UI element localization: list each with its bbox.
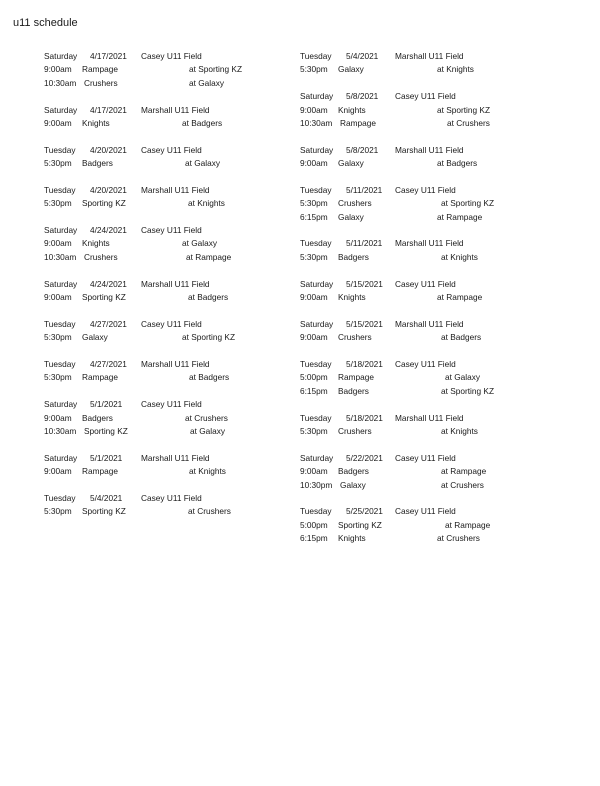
- home-team: at Crushers: [437, 533, 480, 544]
- field-name: Marshall U11 Field: [395, 318, 464, 329]
- away-team: Galaxy: [338, 211, 364, 222]
- away-team: Badgers: [338, 385, 369, 396]
- block-header: [44, 278, 294, 291]
- field-name: Casey U11 Field: [141, 318, 202, 329]
- game-date: 5/4/2021: [346, 51, 379, 61]
- game-time: 10:30am: [44, 77, 77, 88]
- block-header: [44, 144, 294, 157]
- game-date: 4/27/2021: [90, 358, 127, 369]
- schedule-block: [44, 50, 294, 90]
- game-time: 5:30pm: [300, 198, 328, 209]
- schedule-block: [44, 224, 294, 264]
- home-team: at Badgers: [182, 117, 223, 128]
- schedule-block: [44, 452, 294, 479]
- away-team: Sporting KZ: [82, 506, 126, 517]
- home-team: at Knights: [441, 251, 478, 262]
- game-date: 5/1/2021: [90, 399, 123, 410]
- game-date: 4/20/2021: [90, 184, 127, 195]
- game-row: [300, 104, 550, 117]
- game-time: 9:00am: [44, 117, 72, 128]
- game-row: [44, 63, 294, 76]
- away-team: Rampage: [82, 64, 118, 75]
- game-row: [44, 425, 294, 438]
- game-row: [300, 425, 550, 438]
- schedule-block: [44, 318, 294, 345]
- home-team: at Badgers: [441, 332, 482, 343]
- home-team: at Rampage: [437, 211, 483, 222]
- game-day: Tuesday: [300, 238, 332, 249]
- game-row: [44, 505, 294, 518]
- block-header: [300, 358, 550, 371]
- game-day: Tuesday: [44, 358, 76, 369]
- away-team: Rampage: [82, 466, 118, 477]
- home-team: at Badgers: [189, 372, 230, 383]
- game-day: Tuesday: [300, 184, 332, 195]
- block-header: [44, 398, 294, 411]
- game-time: 5:00pm: [300, 519, 328, 530]
- game-time: 5:30pm: [44, 506, 72, 517]
- away-team: Rampage: [338, 372, 374, 383]
- home-team: at Galaxy: [190, 425, 226, 436]
- block-header: [300, 144, 550, 157]
- home-team: at Sporting KZ: [441, 198, 495, 209]
- away-team: Badgers: [338, 251, 369, 262]
- game-time: 9:00am: [44, 292, 72, 303]
- game-date: 4/27/2021: [90, 318, 127, 329]
- field-name: Casey U11 Field: [141, 144, 202, 155]
- game-date: 5/15/2021: [346, 318, 383, 329]
- home-team: at Galaxy: [182, 238, 218, 249]
- field-name: Casey U11 Field: [141, 492, 202, 503]
- block-header: [300, 452, 550, 465]
- game-row: [44, 77, 294, 90]
- game-date: 4/17/2021: [90, 104, 127, 115]
- schedule-block: [44, 184, 294, 211]
- game-row: [300, 291, 550, 304]
- game-row: [44, 237, 294, 250]
- field-name: Marshall U11 Field: [141, 358, 210, 369]
- block-header: [300, 50, 550, 63]
- block-header: [44, 492, 294, 505]
- away-team: Sporting KZ: [84, 425, 128, 436]
- game-day: Tuesday: [300, 412, 332, 423]
- home-team: at Knights: [441, 425, 478, 436]
- field-name: Casey U11 Field: [395, 358, 456, 369]
- field-name: Marshall U11 Field: [395, 144, 464, 155]
- schedule-block: [44, 398, 294, 438]
- game-day: Tuesday: [44, 492, 76, 503]
- game-row: [300, 479, 550, 492]
- field-name: Casey U11 Field: [141, 225, 202, 236]
- field-name: Casey U11 Field: [141, 399, 202, 410]
- game-row: [300, 331, 550, 344]
- game-row: [44, 331, 294, 344]
- schedule-block: [300, 90, 550, 130]
- away-team: Crushers: [338, 332, 372, 343]
- game-row: [44, 371, 294, 384]
- away-team: Sporting KZ: [338, 519, 382, 530]
- schedule-block: [300, 412, 550, 439]
- home-team: at Crushers: [447, 117, 490, 128]
- home-team: at Knights: [188, 198, 225, 209]
- block-header: [300, 278, 550, 291]
- game-day: Saturday: [44, 452, 78, 463]
- block-header: [300, 505, 550, 518]
- game-day: Tuesday: [44, 318, 76, 329]
- away-team: Knights: [82, 117, 110, 128]
- game-row: [300, 63, 550, 76]
- away-team: Galaxy: [338, 64, 364, 75]
- block-header: [44, 104, 294, 117]
- game-row: [300, 532, 550, 545]
- block-header: [300, 412, 550, 425]
- game-day: Saturday: [44, 278, 78, 289]
- game-day: Tuesday: [44, 144, 76, 155]
- game-row: [300, 385, 550, 398]
- game-row: [44, 157, 294, 170]
- home-team: at Knights: [437, 64, 474, 75]
- block-header: [44, 452, 294, 465]
- home-team: at Sporting KZ: [189, 64, 243, 75]
- game-date: 5/11/2021: [346, 184, 383, 195]
- game-row: [300, 157, 550, 170]
- game-time: 5:30pm: [300, 425, 328, 436]
- game-day: Saturday: [300, 91, 334, 102]
- away-team: Crushers: [338, 198, 372, 209]
- field-name: Casey U11 Field: [395, 278, 456, 289]
- away-team: Knights: [338, 104, 366, 115]
- away-team: Crushers: [84, 251, 118, 262]
- field-name: Casey U11 Field: [395, 91, 456, 102]
- game-date: 5/4/2021: [90, 492, 123, 503]
- game-date: 4/24/2021: [90, 278, 127, 289]
- field-name: Casey U11 Field: [395, 184, 456, 195]
- game-time: 6:15pm: [300, 211, 328, 222]
- game-time: 9:00am: [44, 412, 72, 423]
- game-day: Saturday: [300, 144, 334, 155]
- game-day: Saturday: [300, 452, 334, 463]
- game-date: 5/11/2021: [346, 238, 383, 249]
- home-team: at Knights: [189, 466, 226, 477]
- game-date: 4/24/2021: [90, 225, 127, 236]
- game-time: 5:30pm: [300, 64, 328, 75]
- game-time: 9:00am: [300, 292, 328, 303]
- home-team: at Galaxy: [189, 77, 225, 88]
- game-time: 6:15pm: [300, 533, 328, 544]
- game-day: Saturday: [300, 318, 334, 329]
- game-time: 9:00am: [300, 466, 328, 477]
- away-team: Crushers: [338, 425, 372, 436]
- schedule-block: [300, 318, 550, 345]
- block-header: [44, 184, 294, 197]
- schedule-block: [300, 505, 550, 545]
- home-team: at Badgers: [188, 292, 229, 303]
- away-team: Galaxy: [338, 158, 364, 169]
- block-header: [44, 224, 294, 237]
- game-time: 9:00am: [300, 104, 328, 115]
- home-team: at Crushers: [185, 412, 228, 423]
- game-date: 5/8/2021: [346, 144, 379, 155]
- away-team: Rampage: [82, 372, 118, 383]
- schedule-column-right: [300, 50, 550, 559]
- game-date: 5/22/2021: [346, 452, 383, 463]
- game-row: [300, 519, 550, 532]
- game-day: Tuesday: [300, 506, 332, 517]
- game-row: [44, 197, 294, 210]
- schedule-block: [44, 358, 294, 385]
- game-date: 5/1/2021: [90, 452, 123, 463]
- game-time: 5:30pm: [44, 198, 72, 209]
- schedule-block: [300, 452, 550, 492]
- block-header: [44, 50, 294, 63]
- away-team: Rampage: [340, 117, 376, 128]
- away-team: Badgers: [82, 412, 113, 423]
- home-team: at Rampage: [437, 292, 483, 303]
- schedule-block: [300, 358, 550, 398]
- game-date: 4/17/2021: [90, 51, 127, 61]
- away-team: Galaxy: [340, 479, 366, 490]
- schedule-column-left: [44, 50, 294, 532]
- home-team: at Rampage: [186, 251, 232, 262]
- schedule-block: [44, 144, 294, 171]
- field-name: Marshall U11 Field: [141, 104, 210, 115]
- home-team: at Rampage: [441, 466, 487, 477]
- home-team: at Sporting KZ: [182, 332, 236, 343]
- game-time: 9:00am: [300, 158, 328, 169]
- game-time: 5:30pm: [44, 332, 72, 343]
- game-row: [300, 371, 550, 384]
- away-team: Knights: [338, 533, 366, 544]
- schedule-block: [300, 184, 550, 224]
- game-time: 9:00am: [44, 64, 72, 75]
- game-time: 9:00am: [44, 238, 72, 249]
- game-row: [44, 412, 294, 425]
- game-date: 5/15/2021: [346, 278, 383, 289]
- schedule-block: [44, 104, 294, 131]
- game-day: Saturday: [300, 278, 334, 289]
- page-title: u11 schedule: [13, 17, 78, 29]
- away-team: Badgers: [338, 466, 369, 477]
- game-time: 5:00pm: [300, 372, 328, 383]
- game-row: [44, 291, 294, 304]
- away-team: Sporting KZ: [82, 198, 126, 209]
- game-day: Tuesday: [300, 51, 332, 61]
- game-time: 10:30am: [44, 425, 77, 436]
- game-day: Saturday: [44, 399, 78, 410]
- game-row: [300, 251, 550, 264]
- away-team: Crushers: [84, 77, 118, 88]
- game-day: Tuesday: [300, 358, 332, 369]
- game-day: Saturday: [44, 51, 78, 61]
- game-row: [300, 465, 550, 478]
- game-time: 10:30pm: [300, 479, 333, 490]
- block-header: [44, 318, 294, 331]
- field-name: Casey U11 Field: [141, 51, 202, 61]
- game-day: Saturday: [44, 104, 78, 115]
- field-name: Marshall U11 Field: [395, 238, 464, 249]
- game-day: Saturday: [44, 225, 78, 236]
- game-time: 9:00am: [300, 332, 328, 343]
- field-name: Casey U11 Field: [395, 506, 456, 517]
- field-name: Marshall U11 Field: [141, 184, 210, 195]
- game-time: 5:30pm: [44, 158, 72, 169]
- game-date: 5/18/2021: [346, 412, 383, 423]
- block-header: [300, 90, 550, 103]
- field-name: Casey U11 Field: [395, 452, 456, 463]
- schedule-block: [44, 278, 294, 305]
- game-date: 5/18/2021: [346, 358, 383, 369]
- home-team: at Sporting KZ: [441, 385, 495, 396]
- game-day: Tuesday: [44, 184, 76, 195]
- field-name: Marshall U11 Field: [395, 412, 464, 423]
- game-row: [44, 251, 294, 264]
- game-row: [300, 211, 550, 224]
- away-team: Knights: [82, 238, 110, 249]
- game-time: 9:00am: [44, 466, 72, 477]
- schedule-block: [44, 492, 294, 519]
- schedule-block: [300, 237, 550, 264]
- game-date: 4/20/2021: [90, 144, 127, 155]
- home-team: at Badgers: [437, 158, 478, 169]
- game-row: [44, 117, 294, 130]
- home-team: at Crushers: [188, 506, 231, 517]
- home-team: at Galaxy: [445, 372, 481, 383]
- away-team: Sporting KZ: [82, 292, 126, 303]
- field-name: Marshall U11 Field: [141, 452, 210, 463]
- game-time: 6:15pm: [300, 385, 328, 396]
- game-time: 5:30pm: [44, 372, 72, 383]
- block-header: [300, 184, 550, 197]
- schedule-block: [300, 144, 550, 171]
- home-team: at Sporting KZ: [437, 104, 491, 115]
- schedule-block: [300, 50, 550, 77]
- home-team: at Crushers: [441, 479, 484, 490]
- game-row: [300, 197, 550, 210]
- block-header: [300, 318, 550, 331]
- away-team: Knights: [338, 292, 366, 303]
- game-time: 5:30pm: [300, 251, 328, 262]
- away-team: Galaxy: [82, 332, 108, 343]
- game-row: [300, 117, 550, 130]
- game-date: 5/8/2021: [346, 91, 379, 102]
- schedule-block: [300, 278, 550, 305]
- field-name: Marshall U11 Field: [395, 51, 464, 61]
- home-team: at Rampage: [445, 519, 491, 530]
- away-team: Badgers: [82, 158, 113, 169]
- game-time: 10:30am: [300, 117, 333, 128]
- block-header: [44, 358, 294, 371]
- block-header: [300, 237, 550, 250]
- field-name: Marshall U11 Field: [141, 278, 210, 289]
- game-time: 10:30am: [44, 251, 77, 262]
- game-date: 5/25/2021: [346, 506, 383, 517]
- home-team: at Galaxy: [185, 158, 221, 169]
- game-row: [44, 465, 294, 478]
